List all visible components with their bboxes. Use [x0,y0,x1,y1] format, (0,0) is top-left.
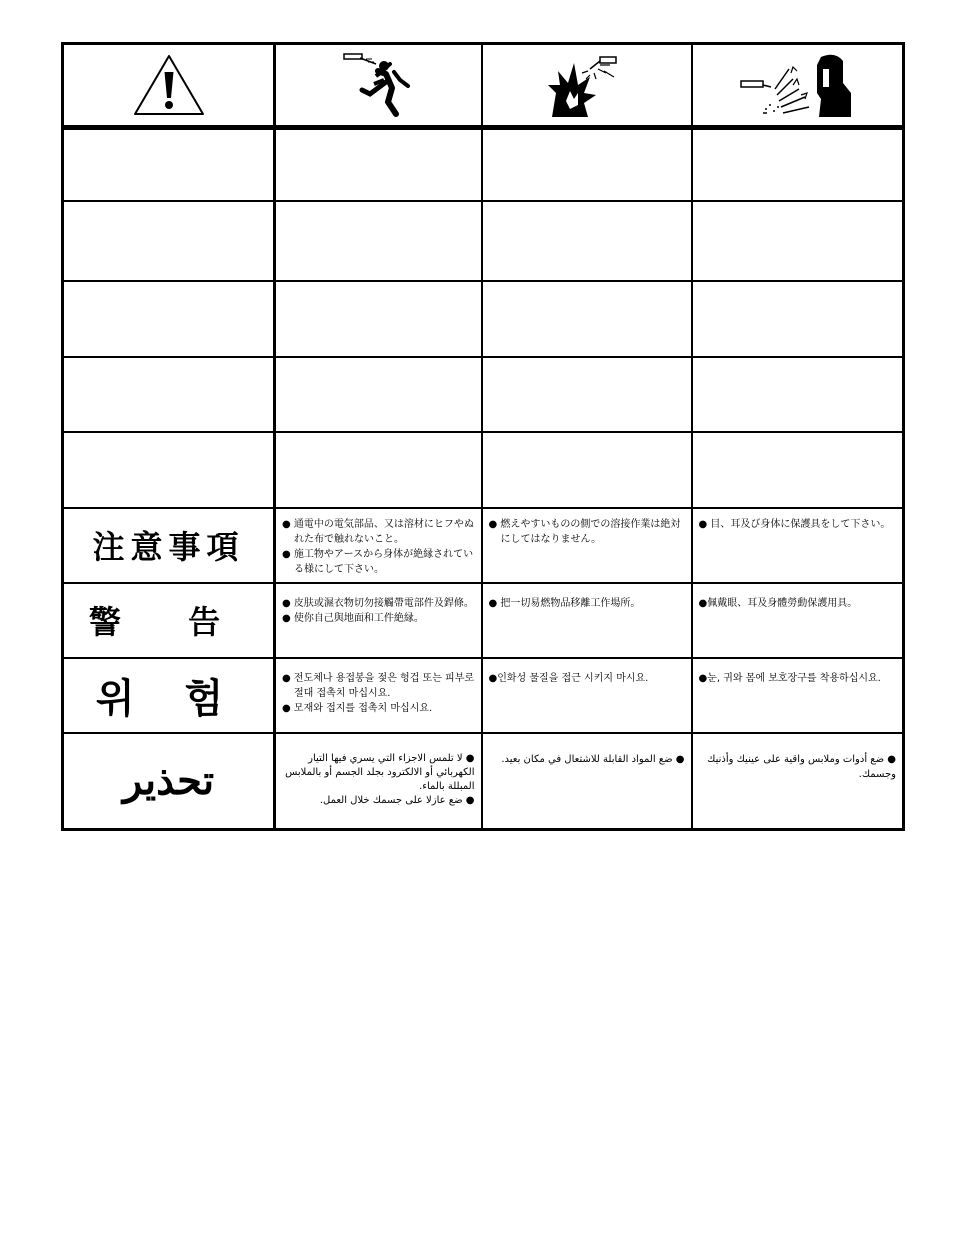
japanese-fire-text [482,508,692,583]
korean-shock-text [275,658,482,733]
blank-cell [692,201,904,281]
bullet-text: ● 目、耳及び身体に保護具をして下さい。 [698,518,891,530]
bullet-text: ●눈, 귀와 몸에 보호장구를 착용하십시요. [698,672,881,684]
blank-cell [275,201,482,281]
icon-row [63,44,904,128]
korean-fire-text [482,658,692,733]
chinese-fire-text [482,583,692,658]
blank-cell [692,128,904,201]
bullet-text: ● ضع أدوات وملابس واقية على عينيك وأذنيك وجسمك. [707,753,896,780]
korean-protection-text [692,658,904,733]
blank-cell [692,281,904,357]
bullet-text: ● ضع عازلا على جسمك خلال العمل. [319,794,475,806]
bullet-text: ● 皮肤或濕衣物切勿接觸帶電部件及銲條。 [282,597,474,609]
icon-cell [482,44,692,128]
blank-row [63,432,904,508]
blank-cell [482,281,692,357]
blank-cell [275,357,482,432]
japanese-protection-text [692,508,904,583]
japanese-label: 注意事項 [63,508,275,583]
icon-cell [692,44,904,128]
blank-cell [63,357,275,432]
icon-cell [63,44,275,128]
chinese-shock-text [275,583,482,658]
blank-cell [63,432,275,508]
blank-cell [482,357,692,432]
warning-triangle-icon [131,52,207,118]
icon-cell [275,44,482,128]
arabic-protection-text [692,733,904,830]
bullet-text: ●佩戴眼、耳及身體勞動保護用具。 [698,597,858,609]
arabic-shock-text [275,733,482,830]
arabic-fire-text [482,733,692,830]
blank-cell [275,281,482,357]
blank-row [63,357,904,432]
blank-cell [692,357,904,432]
bullet-text: ● 施工物やアースから身体が絶縁されている様にして下さい。 [282,548,474,575]
safety-warning-table [61,42,905,831]
blank-cell [63,201,275,281]
bullet-text: ● ضع المواد القابلة للاشتعال في مكان بعيد. [501,753,685,765]
blank-cell [63,128,275,201]
bullet-text: ●인화성 물질을 접근 시키지 마시요. [488,672,649,684]
blank-cell [482,432,692,508]
blank-cell [275,432,482,508]
blank-cell [482,201,692,281]
bullet-text: ● 燃えやすいものの側での溶接作業は絶対にしてはなりません。 [488,518,681,545]
arabic-row [63,733,904,830]
fire-explosion-icon [544,49,630,121]
blank-row [63,128,904,201]
korean-row [63,658,904,733]
blank-row [63,281,904,357]
welding-helmet-rays-icon [739,49,855,121]
bullet-text: ● 모재와 접지를 접촉치 마십시요. [282,702,433,714]
chinese-protection-text [692,583,904,658]
blank-row [63,201,904,281]
bullet-text: ● 通電中の電気部品、又は溶材にヒフやぬれた布で触れないこと。 [282,518,474,545]
electric-shock-icon [340,50,416,120]
blank-cell [63,281,275,357]
chinese-label: 警 告 [63,583,275,658]
japanese-shock-text [275,508,482,583]
blank-cell [482,128,692,201]
japanese-row [63,508,904,583]
blank-cell [692,432,904,508]
bullet-text: ● لا تلمس الاجزاء التي يسري فيها التيار الكهربائي أو الالكترود بجلد الجسم أو بالملابس المبللة بالماء. [285,752,475,792]
bullet-text: ● 전도체나 용접봉을 젖은 헝겁 또는 피부로 절대 접촉치 마십시요. [282,672,475,699]
korean-label: 위 험 [63,658,275,733]
arabic-label: تحذير [63,733,275,830]
blank-cell [275,128,482,201]
bullet-text: ● 把一切易燃物品移離工作場所。 [488,597,641,609]
bullet-text: ● 使你自己與地面和工件絶縁。 [282,612,424,624]
chinese-row [63,583,904,658]
